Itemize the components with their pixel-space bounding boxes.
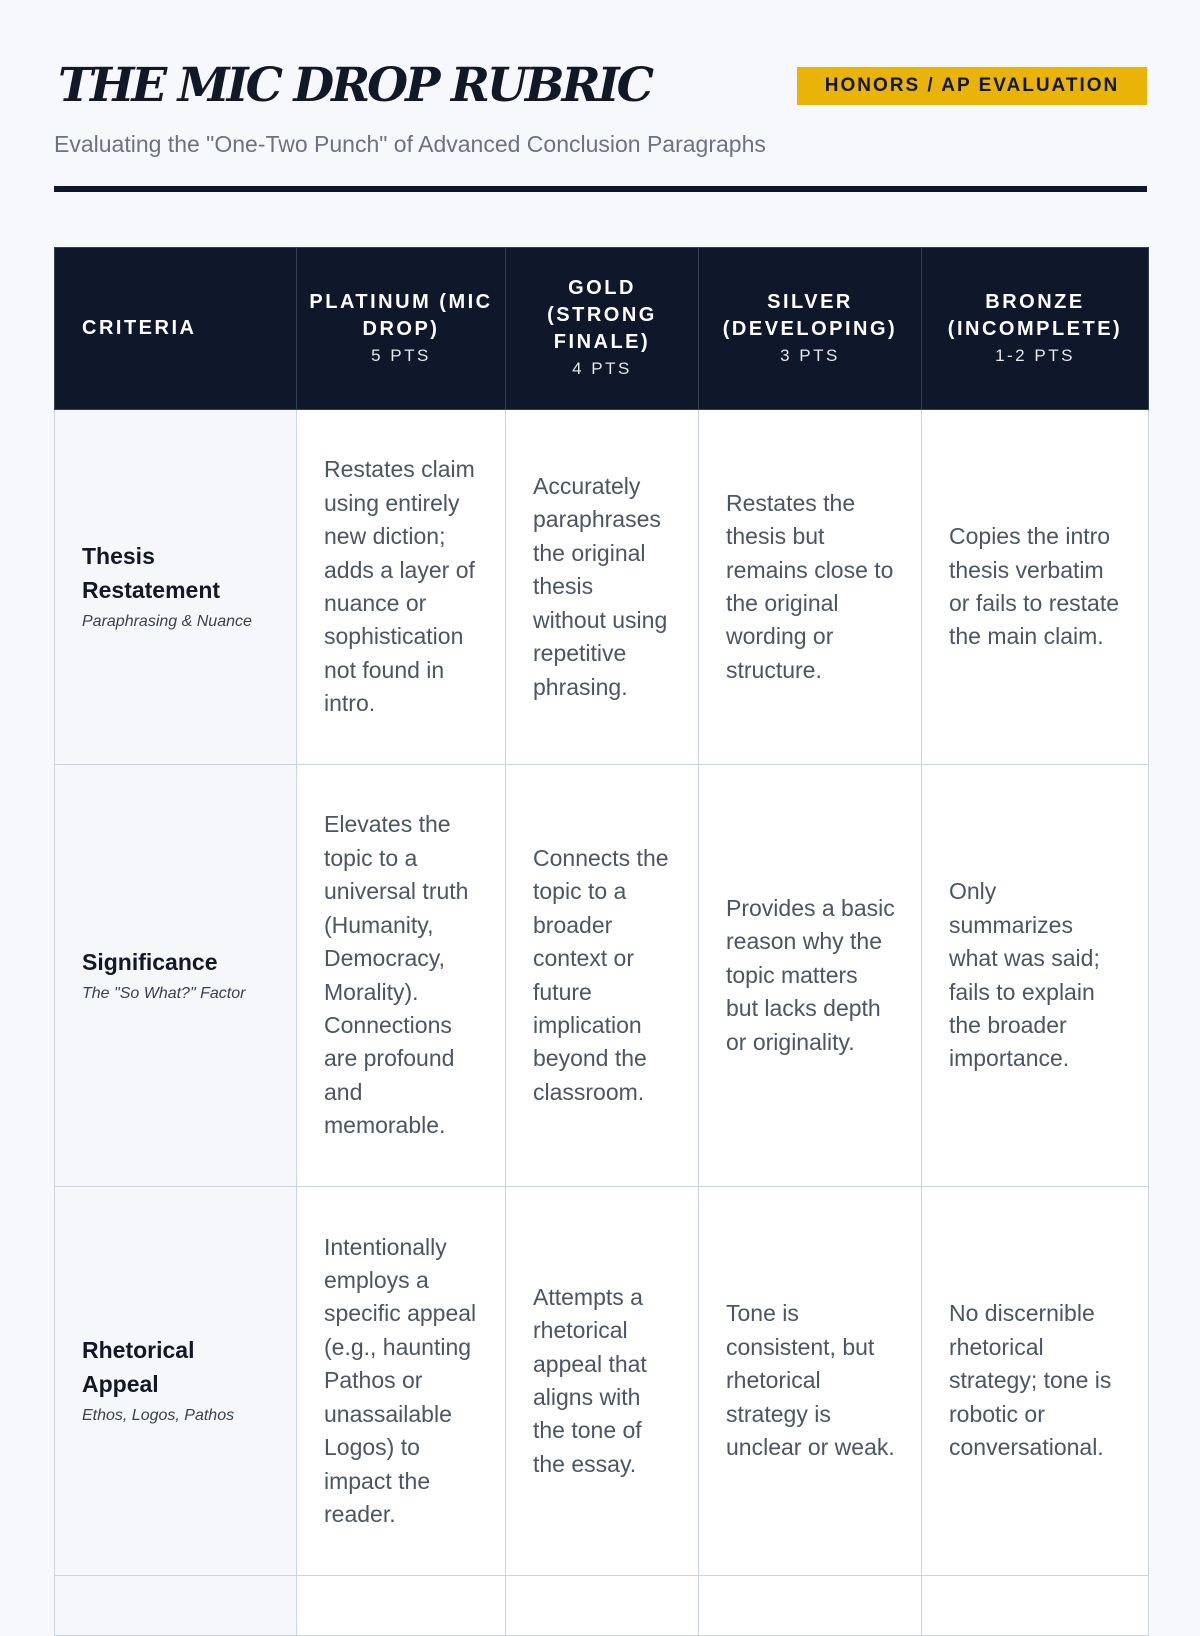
descriptor-cell-platinum: Intentionally employs a specific appeal (e.g., haunting Pathos or unassailable Logos) to impact the reader.	[297, 1187, 506, 1576]
criterion-name: Rhetorical Appeal	[82, 1337, 195, 1397]
table-row-partial	[55, 1576, 1149, 1636]
column-points: 4 PTS	[572, 359, 632, 378]
column-points: 3 PTS	[780, 345, 840, 365]
column-header-bronze	[922, 248, 1149, 410]
column-label: GOLD (STRONG FINALE)	[547, 277, 657, 353]
descriptor-cell-empty	[922, 1576, 1149, 1636]
table-header-row	[55, 248, 1149, 410]
column-points: 1-2 PTS	[995, 345, 1075, 365]
level-badge: HONORS / AP EVALUATION	[797, 67, 1147, 105]
descriptor-cell-bronze: Copies the intro thesis verbatim or fails to restate the main claim.	[922, 410, 1149, 765]
descriptor-cell-platinum: Restates claim using entirely new diction; adds a layer of nuance or sophistication not found in intro.	[297, 410, 506, 765]
rubric-table	[54, 247, 1149, 1636]
criterion-cell	[55, 1187, 297, 1576]
descriptor-cell-platinum: Elevates the topic to a universal truth (Humanity, Democracy, Morality). Connections are profound and memorable.	[297, 765, 506, 1187]
descriptor-cell-silver: Tone is consistent, but rhetorical strategy is unclear or weak.	[699, 1187, 922, 1576]
criterion-name: Significance	[82, 948, 218, 975]
descriptor-cell-gold: Accurately paraphrases the original thesis without using repetitive phrasing.	[506, 410, 699, 765]
column-header-silver	[699, 248, 922, 410]
criterion-cell-empty	[55, 1576, 297, 1636]
column-label: CRITERIA	[82, 317, 197, 339]
table-row-thesis-restatement	[55, 410, 1149, 765]
descriptor-cell-empty	[297, 1576, 506, 1636]
criterion-name: Thesis Restatement	[82, 543, 221, 603]
page-subtitle: Evaluating the "One-Two Punch" of Advanced Conclusion Paragraphs	[54, 131, 766, 157]
column-header-gold	[506, 248, 699, 410]
page-title: THE MIC DROP RUBRIC	[58, 58, 652, 113]
descriptor-cell-empty	[506, 1576, 699, 1636]
header-divider	[54, 186, 1147, 192]
table-row-rhetorical-appeal	[55, 1187, 1149, 1576]
column-points: 5 PTS	[371, 345, 431, 365]
descriptor-cell-silver: Provides a basic reason why the topic matters but lacks depth or originality.	[699, 765, 922, 1187]
column-label: BRONZE (INCOMPLETE)	[947, 290, 1123, 340]
column-label: PLATINUM (MIC DROP)	[309, 290, 493, 340]
table-row-significance	[55, 765, 1149, 1187]
descriptor-cell-gold: Connects the topic to a broader context or future implication beyond the classroom.	[506, 765, 699, 1187]
descriptor-cell-silver: Restates the thesis but remains close to the original wording or structure.	[699, 410, 922, 765]
criterion-subtitle: Ethos, Logos, Pathos	[82, 1407, 235, 1424]
descriptor-cell-empty	[699, 1576, 922, 1636]
criterion-subtitle: Paraphrasing & Nuance	[82, 613, 252, 630]
descriptor-cell-bronze: No discernible rhetorical strategy; tone is robotic or conversational.	[922, 1187, 1149, 1576]
descriptor-cell-bronze: Only summarizes what was said; fails to explain the broader importance.	[922, 765, 1149, 1187]
criterion-cell	[55, 410, 297, 765]
column-header-criteria	[55, 248, 297, 410]
criterion-subtitle: The "So What?" Factor	[82, 984, 246, 1002]
criterion-cell	[55, 765, 297, 1187]
column-header-platinum	[297, 248, 506, 410]
column-label: SILVER (DEVELOPING)	[722, 290, 898, 340]
descriptor-cell-gold: Attempts a rhetorical appeal that aligns with the tone of the essay.	[506, 1187, 699, 1576]
